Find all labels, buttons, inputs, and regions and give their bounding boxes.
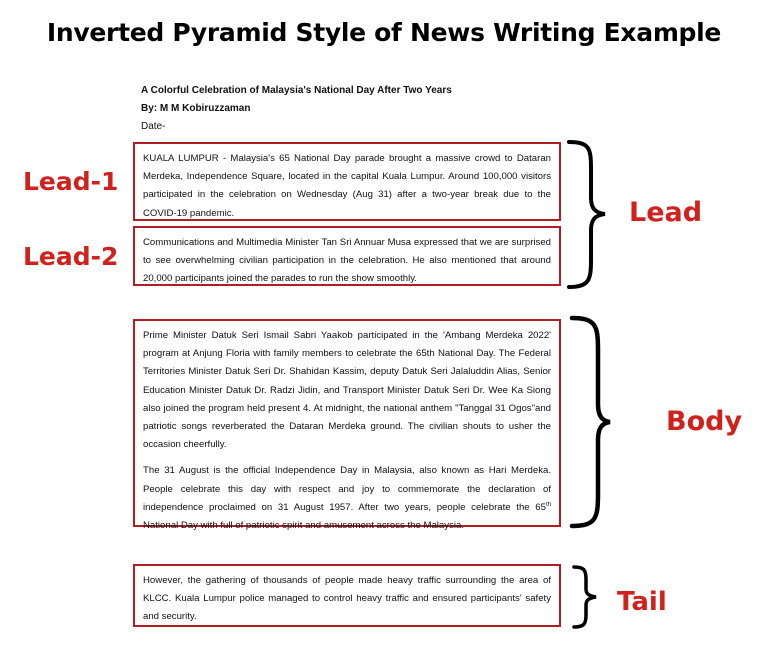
article-byline: By: M M Kobiruzzaman (141, 103, 251, 114)
body-paragraph-2-main: The 31 August is the official Independence Day in Malaysia, also known as Hari Merdeka. People celebrate this day with respect and joy to commemorate the declaration of independence proclaimed on 31 August 1957. After two years, people celebrate the 65 (143, 465, 551, 513)
label-lead1: Lead-1 (23, 167, 119, 196)
article-date: Date- (141, 121, 166, 132)
tail-box (133, 564, 561, 627)
body-paragraph-1: Prime Minister Datuk Seri Ismail Sabri Yaakob participated in the 'Ambang Merdeka 2022' program at Anjung Floria with family members to celebrate the 65th National Day. The Federal Territories Minister Datuk Seri Dr. Shahidan Kassim, deputy Datuk Seri Jalaluddin Alias, Senior Education Minister Datuk Dr. Radzi Jidin, and Transport Minister Datuk Seri Dr. Wee Ka Siong also joined the program held present 4. At midnight, the national anthem "Tanggal 31 Ogos"and patriotic songs reverberated the Dataran Merdeka ground. The civilian shouts to usher the occasion cheerfully. (143, 330, 551, 451)
article-headline: A Colorful Celebration of Malaysia's National Day After Two Years (141, 85, 452, 96)
lead2-box (133, 226, 561, 286)
body-paragraph-2 (143, 462, 551, 535)
label-tail: Tail (617, 587, 667, 617)
curly-brace-body (570, 316, 612, 530)
tail-text: However, the gathering of thousands of people made heavy traffic surrounding the area of KLCC. Kuala Lumpur police managed to control heavy traffic and ensured participants' safety and security. (143, 575, 551, 623)
curly-brace-lead (567, 140, 607, 290)
label-lead: Lead (629, 197, 703, 228)
body-paragraph-2-end: National Day with full of patriotic spirit and amusement across the Malaysia. (143, 520, 464, 532)
label-lead2: Lead-2 (23, 242, 119, 271)
lead1-box (133, 142, 561, 221)
curly-brace-tail (572, 565, 602, 629)
body-box (133, 319, 561, 532)
label-body: Body (666, 406, 743, 437)
body-paragraph-2-sup: th (545, 501, 551, 508)
page-title: Inverted Pyramid Style of News Writing Example (46, 18, 722, 47)
lead2-text: Communications and Multimedia Minister Tan Sri Annuar Musa expressed that we are surprised to see overwhelming civilian participation in the celebration. He also mentioned that around 20,000 participants joined the parades to run the show smoothly. (143, 237, 551, 285)
lead1-text: KUALA LUMPUR - Malaysia's 65 National Day parade brought a massive crowd to Dataran Merdeka, Independence Square, located in the capital Kuala Lumpur. Around 100,000 visitors participated in the celebration on Wednesday (Aug 31) after a two-year break due to the COVID-19 pandemic. (143, 153, 551, 219)
